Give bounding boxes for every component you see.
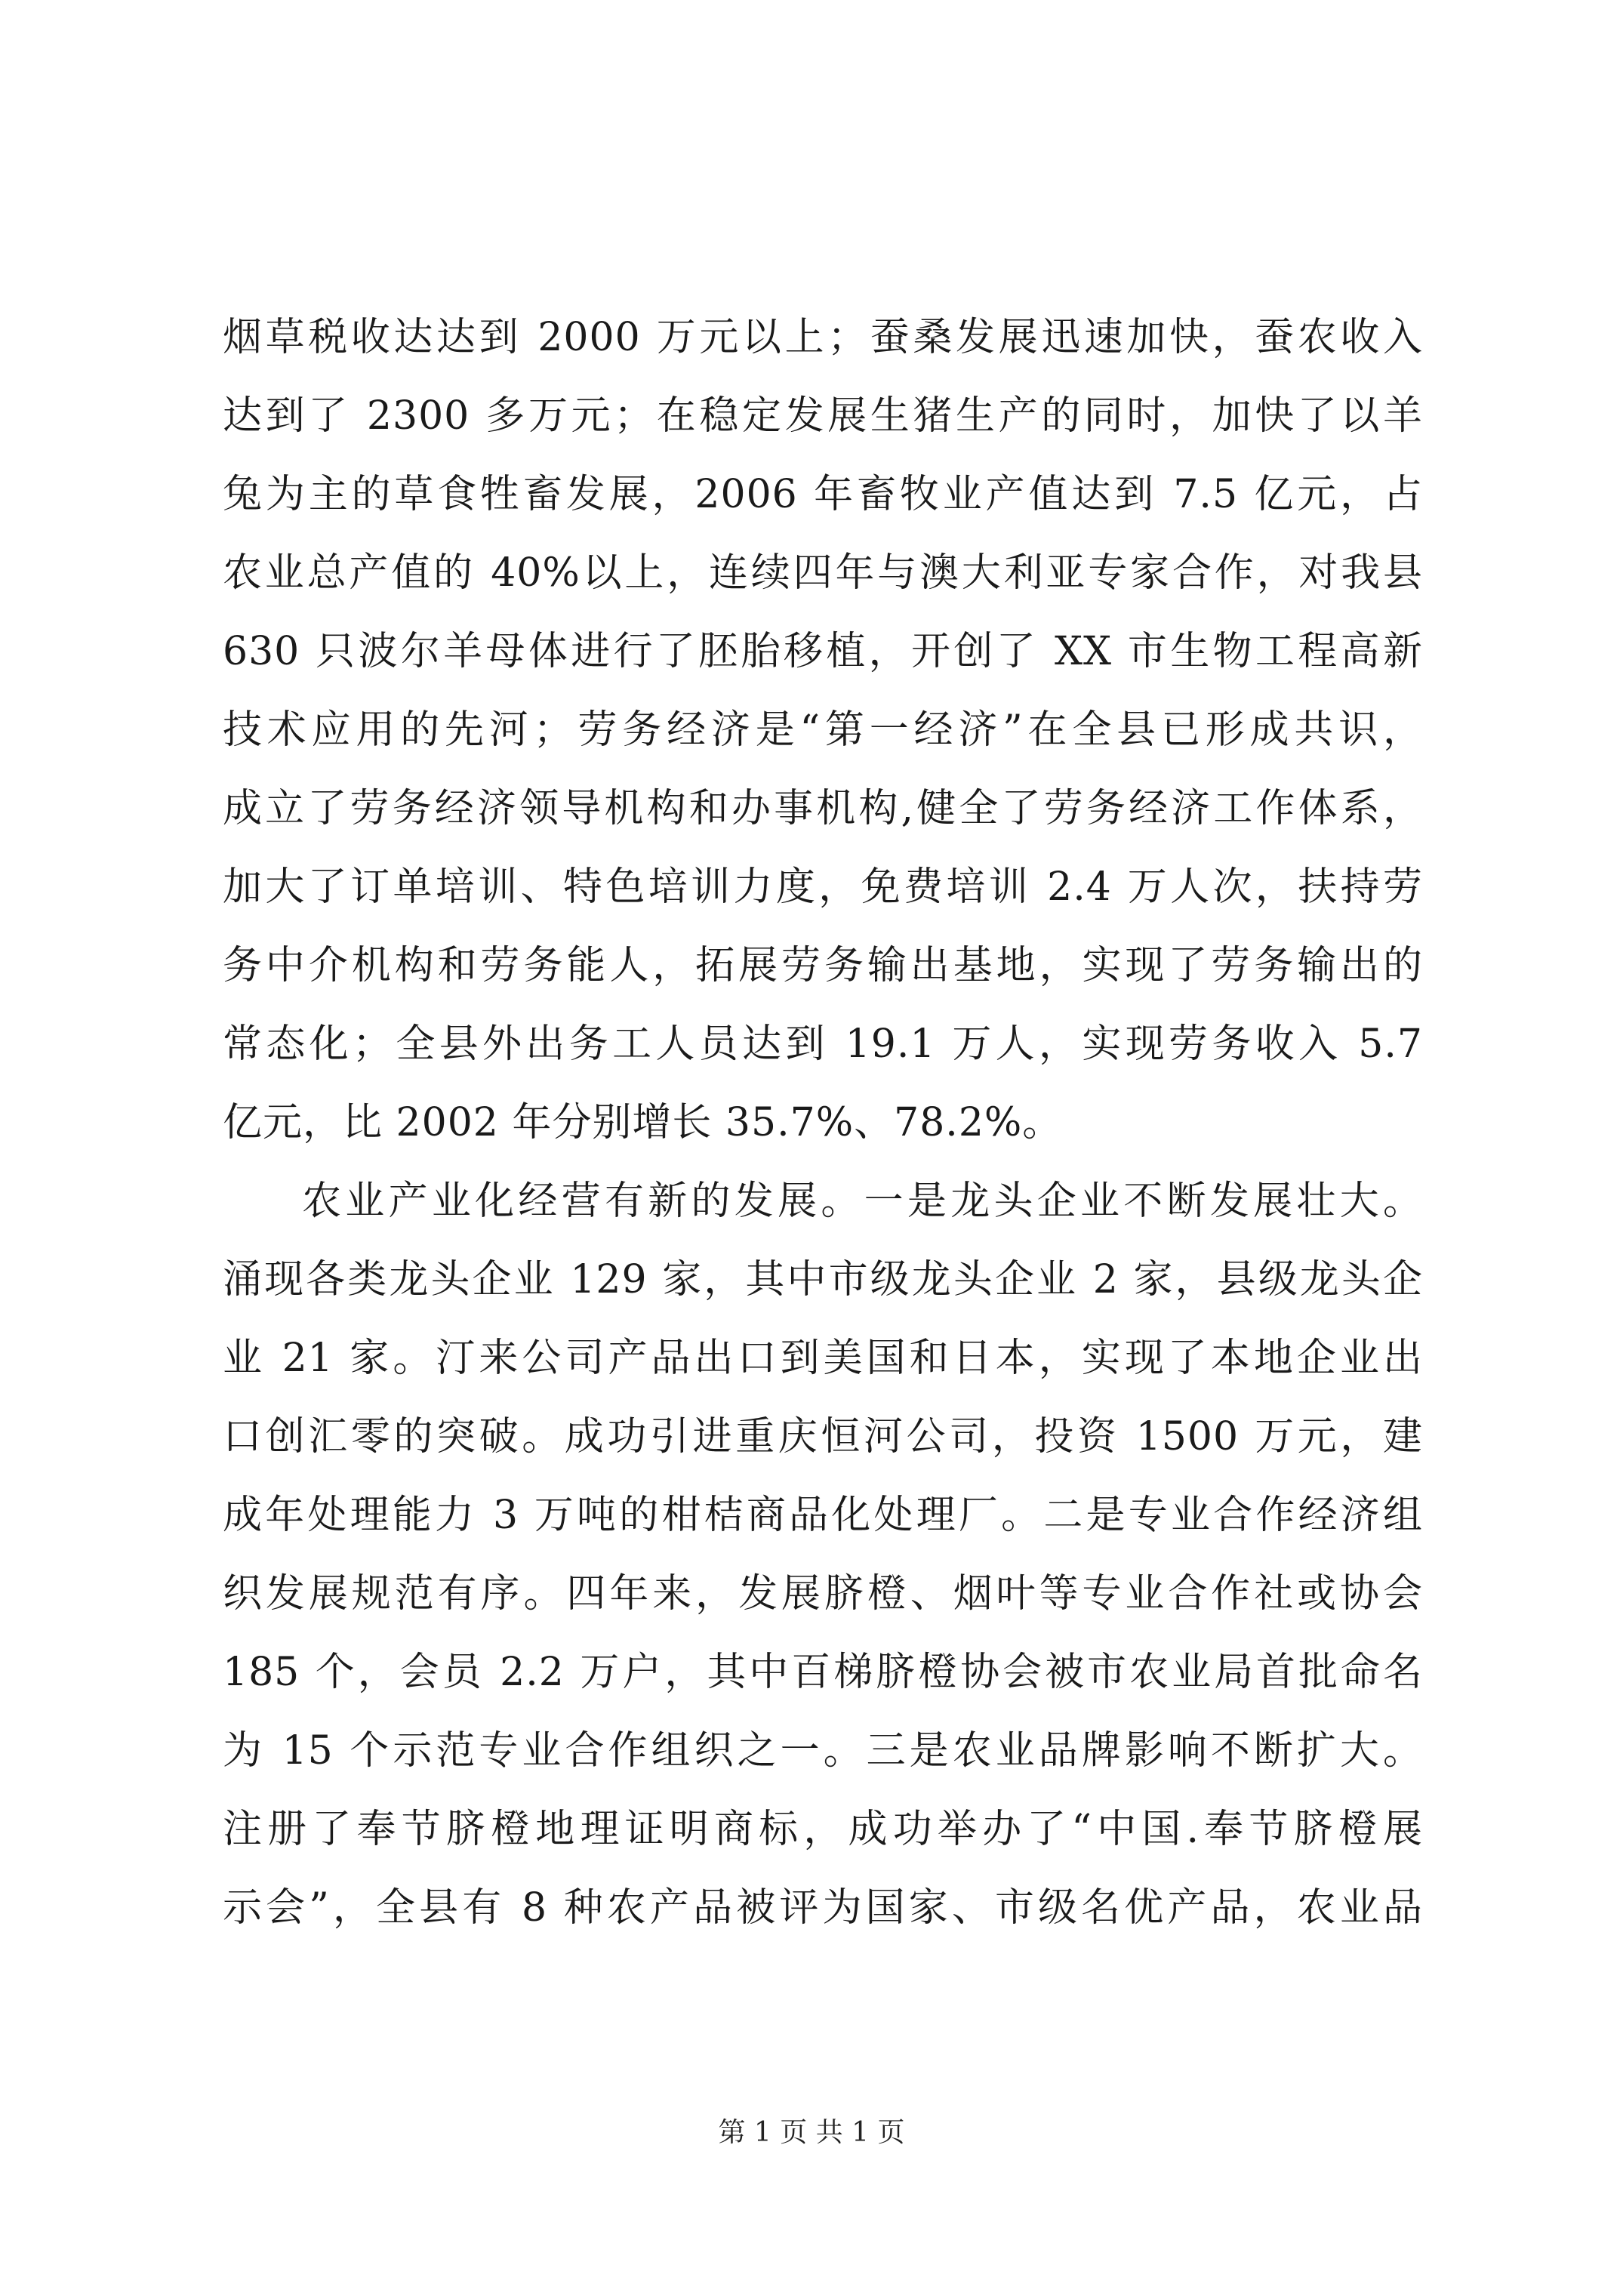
paragraph-1-line-4: 农业总产值的 40%以上，连续四年与澳大利亚专家合作，对我县 [223, 550, 1423, 596]
page-footer: 第 1 页 共 1 页 [718, 2117, 905, 2148]
paragraph-2-line-8: 为 15 个示范专业合作组织之一。三是农业品牌影响不断扩大。 [223, 1728, 1423, 1774]
paragraph-2-line-2: 涌现各类龙头企业 129 家，其中市级龙头企业 2 家，县级龙头企 [223, 1257, 1423, 1302]
paragraph-2-line-9: 注册了奉节脐橙地理证明商标，成功举办了“中国.奉节脐橙展 [223, 1807, 1423, 1852]
paragraph-1-line-8: 加大了订单培训、特色培训力度，免费培训 2.4 万人次，扶持劳 [223, 864, 1423, 910]
paragraph-2-line-7: 185 个，会员 2.2 万户，其中百梯脐橙协会被市农业局首批命名 [223, 1650, 1423, 1695]
paragraph-1-line-6: 技术应用的先河；劳务经济是“第一经济”在全县已形成共识， [223, 707, 1423, 753]
paragraph-2-line-5: 成年处理能力 3 万吨的柑桔商品化处理厂。二是专业合作经济组 [223, 1493, 1423, 1538]
paragraph-1-line-2: 达到了 2300 多万元；在稳定发展生猪生产的同时，加快了以羊 [223, 393, 1423, 439]
paragraph-1-line-9: 务中介机构和劳务能人，拓展劳务输出基地，实现了劳务输出的 [223, 943, 1423, 988]
paragraph-1-line-3: 兔为主的草食牲畜发展，2006 年畜牧业产值达到 7.5 亿元，占 [223, 472, 1423, 517]
paragraph-2-line-4: 口创汇零的突破。成功引进重庆恒河公司，投资 1500 万元，建 [223, 1414, 1423, 1459]
paragraph-2-line-1: 农业产业化经营有新的发展。一是龙头企业不断发展壮大。 [302, 1179, 1423, 1224]
paragraph-1-line-11: 亿元，比 2002 年分别增长 35.7%、78.2%。 [223, 1100, 1063, 1145]
paragraph-1-line-5: 630 只波尔羊母体进行了胚胎移植，开创了 XX 市生物工程高新 [223, 629, 1423, 674]
paragraph-2-line-6: 织发展规范有序。四年来，发展脐橙、烟叶等专业合作社或协会 [223, 1571, 1423, 1616]
paragraph-1-line-1: 烟草税收达达到 2000 万元以上；蚕桑发展迅速加快，蚕农收入 [223, 315, 1423, 360]
paragraph-1-line-7: 成立了劳务经济领导机构和办事机构,健全了劳务经济工作体系， [223, 786, 1423, 831]
paragraph-1-line-10: 常态化；全县外出务工人员达到 19.1 万人，实现劳务收入 5.7 [223, 1022, 1423, 1067]
paragraph-2-line-10: 示会”，全县有 8 种农产品被评为国家、市级名优产品，农业品 [223, 1885, 1423, 1931]
paragraph-2-line-3: 业 21 家。汀来公司产品出口到美国和日本，实现了本地企业出 [223, 1336, 1423, 1381]
